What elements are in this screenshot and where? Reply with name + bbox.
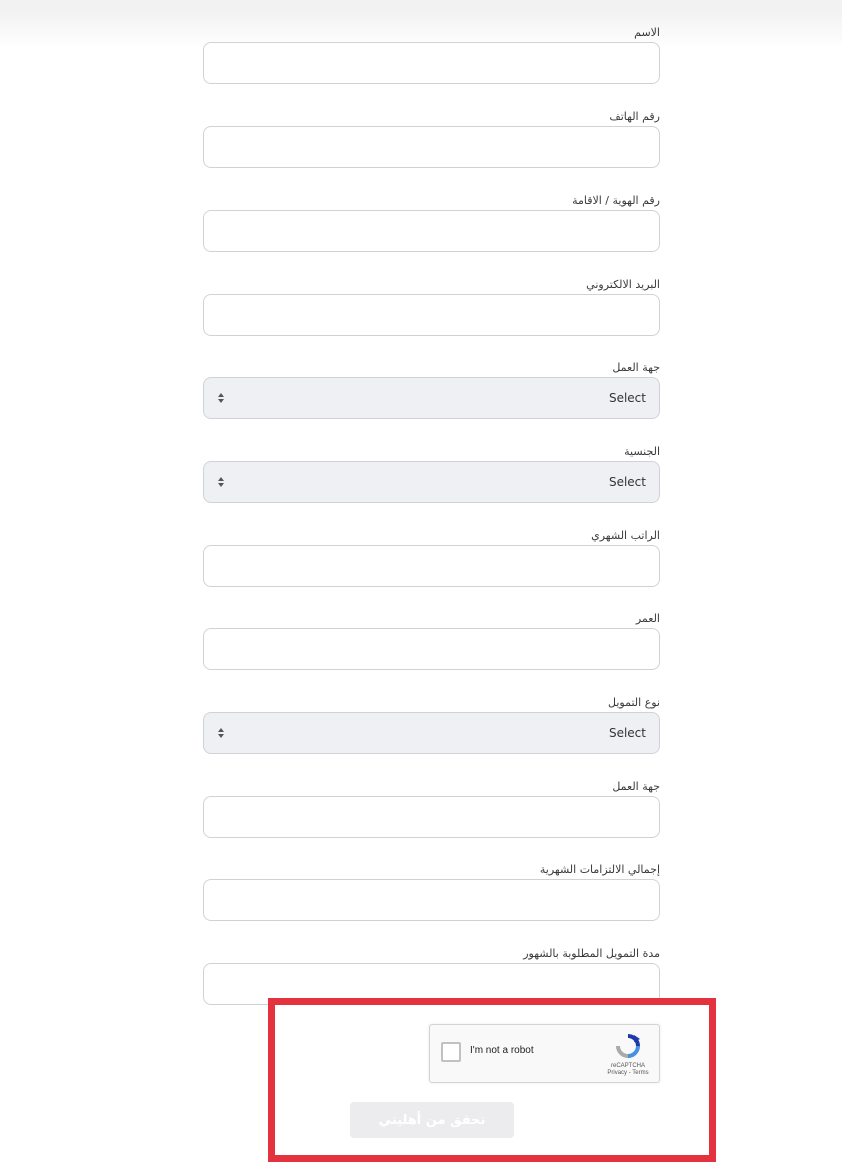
field-label: نوع التمويل — [608, 696, 660, 709]
field-label: البريد الالكتروني — [586, 278, 660, 291]
financing-type-select[interactable] — [203, 712, 660, 754]
check-eligibility-button[interactable]: تحقق من أهليتي — [350, 1102, 514, 1138]
recaptcha-privacy-terms-link[interactable]: Privacy - Terms — [607, 1070, 649, 1076]
select-value: Select — [608, 391, 646, 405]
field-employer-select — [203, 361, 660, 405]
top-bar — [0, 0, 842, 48]
field-label: الجنسية — [624, 445, 660, 458]
sort-arrows-icon — [216, 390, 226, 406]
field-label: الراتب الشهري — [591, 529, 660, 542]
monthly-salary-input[interactable] — [203, 545, 660, 587]
field-label: الاسم — [634, 26, 660, 39]
recaptcha-checkbox[interactable] — [441, 1042, 461, 1062]
recaptcha-logo-icon — [614, 1033, 642, 1059]
phone-input[interactable] — [203, 126, 660, 168]
field-age — [203, 612, 660, 626]
field-financing-type-select — [203, 696, 660, 740]
id-number-input[interactable] — [203, 210, 660, 252]
nationality-select[interactable] — [203, 461, 660, 503]
field-email — [203, 278, 660, 292]
field-label: مدة التمويل المطلوبة بالشهور — [523, 947, 660, 960]
field-monthly-salary — [203, 529, 660, 543]
select-value: Select — [608, 475, 646, 489]
recaptcha-brand-name: reCAPTCHA — [610, 1063, 645, 1069]
monthly-obligations-input[interactable] — [203, 879, 660, 921]
field-name — [203, 26, 660, 40]
sort-arrows-icon — [216, 725, 226, 741]
select-value: Select — [608, 726, 646, 740]
employer-input[interactable] — [203, 796, 660, 838]
field-label: جهة العمل — [612, 361, 660, 374]
field-nationality-select — [203, 445, 660, 489]
field-monthly-obligations — [203, 863, 660, 877]
recaptcha-label: I'm not a robot — [470, 1045, 534, 1056]
recaptcha-widget — [429, 1024, 660, 1083]
recaptcha-brand — [600, 1063, 656, 1077]
field-label: إجمالي الالتزامات الشهرية — [539, 863, 660, 876]
field-label: رقم الهاتف — [609, 110, 660, 123]
sort-arrows-icon — [216, 474, 226, 490]
field-id-number — [203, 194, 660, 208]
field-label: جهة العمل — [612, 780, 660, 793]
field-financing-duration — [203, 947, 660, 961]
field-employer-text — [203, 780, 660, 794]
field-label: العمر — [635, 612, 660, 625]
email-input[interactable] — [203, 294, 660, 336]
field-label: رقم الهوية / الاقامة — [572, 194, 660, 207]
name-input[interactable] — [203, 42, 660, 84]
field-phone — [203, 110, 660, 124]
age-input[interactable] — [203, 628, 660, 670]
employer-select[interactable] — [203, 377, 660, 419]
